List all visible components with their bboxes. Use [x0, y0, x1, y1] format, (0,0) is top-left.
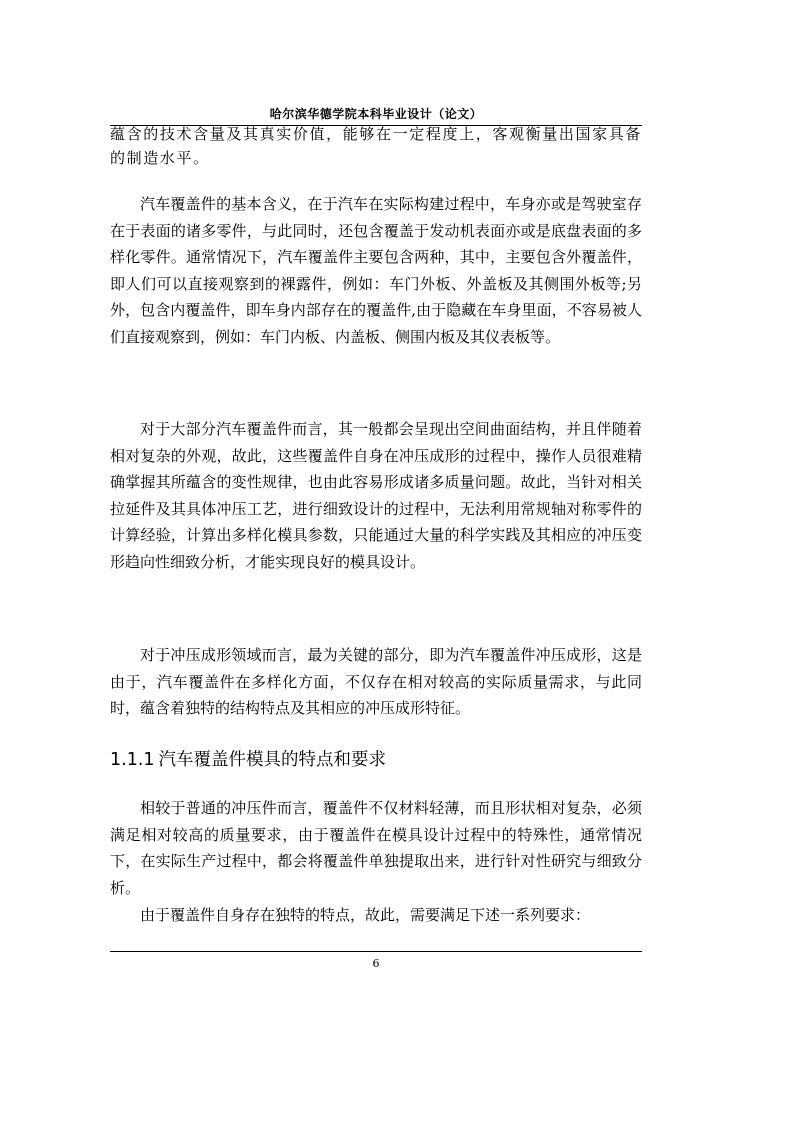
section-heading — [110, 747, 642, 773]
running-header-title: 哈尔滨华德学院本科毕业设计（论文） — [269, 107, 483, 121]
body-paragraph: 汽车覆盖件的基本含义，在于汽车在实际构建过程中，车身亦或是驾驶室存在于表面的诸多零件，与此同时，还包含覆盖于发动机表面亦或是底盘表面的多样化零件。通常情况下，汽车覆盖件主要包含两种，其中，主要包含外覆盖件，即人们可以直接观察到的裸露件，例如：车门外板、外盖板及其侧围外板等;另外，包含内覆盖件，即车身内部存在的覆盖件,由于隐藏在车身里面，不容易被人们直接观察到，例如：车门内板、内盖板、侧围内板及其仪表板等。 — [110, 195, 642, 346]
section-title: 汽车覆盖件模具的特点和要求 — [158, 750, 387, 770]
body-paragraph: 对于冲压成形领域而言，最为关键的部分，即为汽车覆盖件冲压成形，这是由于，汽车覆盖件在多样化方面，不仅存在相对较高的实际质量需求，与此同时，蕴含着独特的结构特点及其相应的冲压成形特征。 — [110, 646, 642, 717]
section-number: 1.1.1 — [110, 750, 155, 770]
footer-divider — [110, 951, 642, 952]
page-number: 6 — [372, 957, 380, 970]
body-paragraph-continued: 蕴含的技术含量及其真实价值，能够在一定程度上，客观衡量出国家具备的制造水平。 — [110, 125, 642, 167]
body-paragraph: 对于大部分汽车覆盖件而言，其一般都会呈现出空间曲面结构，并且伴随着相对复杂的外观，故此，这些覆盖件自身在冲压成形的过程中，操作人员很难精确掌握其所蕴含的变性规律，也由此容易形成诸多质量问题。故此，当针对相关拉延件及其具体冲压工艺，进行细致设计的过程中，无法利用常规轴对称零件的计算经验，计算出多样化模具参数，只能通过大量的科学实践及其相应的冲压变形趋向性细致分析，才能实现良好的模具设计。 — [110, 420, 642, 571]
section-paragraph: 由于覆盖件自身存在独特的特点，故此，需要满足下述一系列要求： — [140, 906, 591, 924]
section-paragraph: 相较于普通的冲压件而言，覆盖件不仅材料轻薄，而且形状相对复杂，必须满足相对较高的质量要求，由于覆盖件在模具设计过程中的特殊性，通常情况下，在实际生产过程中，都会将覆盖件单独提取出来，进行针对性研究与细致分析。 — [110, 799, 642, 897]
